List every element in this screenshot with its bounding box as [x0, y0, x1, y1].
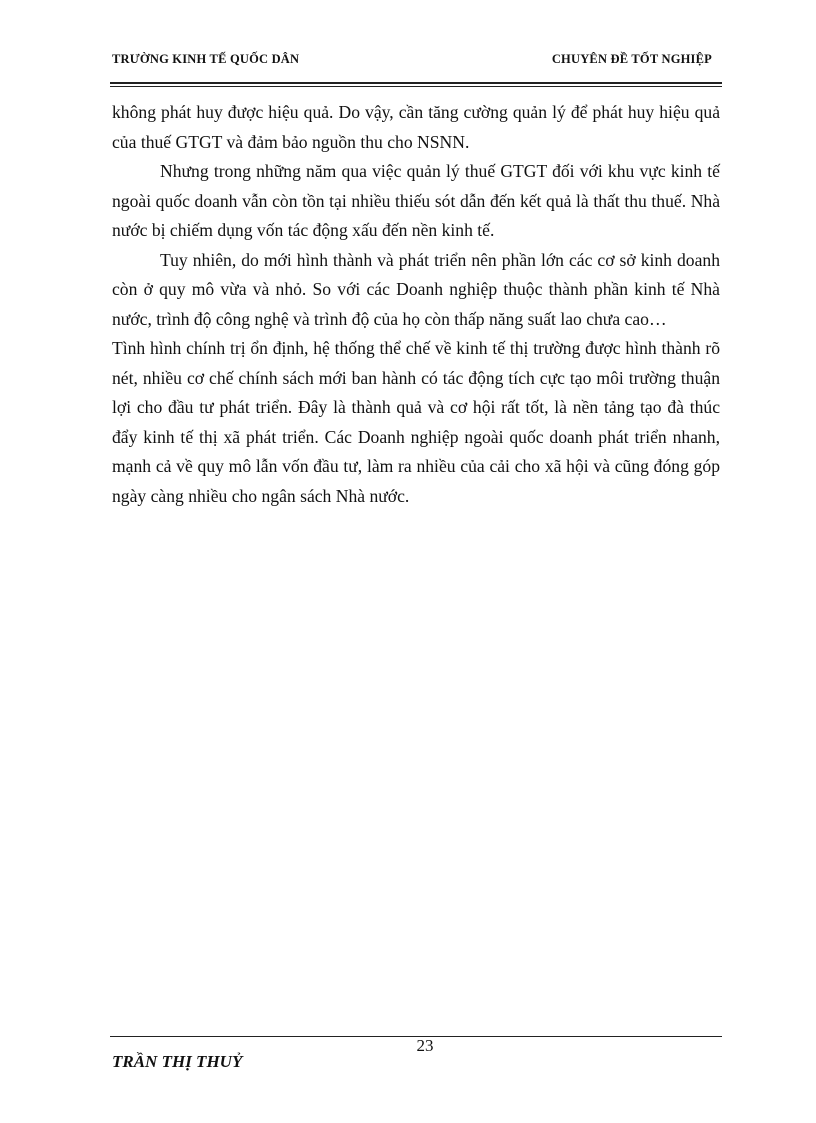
- paragraph-continuation: không phát huy được hiệu quả. Do vậy, cần tăng cường quản lý để phát huy hiệu quả của thuế GTGT và đảm bảo nguồn thu cho NSNN.: [112, 102, 720, 152]
- header-rule-thin: [110, 86, 722, 87]
- header-document-type: CHUYÊN ĐỀ TỐT NGHIỆP: [551, 52, 712, 66]
- paragraph-scale: Tuy nhiên, do mới hình thành và phát triển nên phần lớn các cơ sở kinh doanh còn ở quy mô vừa và nhỏ. So với các Doanh nghiệp thuộc thành phần kinh tế Nhà nước, trình độ công nghệ và trình độ của họ còn thấp năng suất lao chưa cao…: [112, 249, 720, 329]
- page-number: 23: [416, 1036, 434, 1055]
- footer-author: TRẦN THỊ THUỶ: [112, 1052, 243, 1071]
- paragraph-political-situation: Tình hình chính trị ổn định, hệ thống thể chế về kinh tế thị trường được hình thành rõ nét, nhiều cơ chế chính sách mới ban hành có tác động tích cực tạo môi trường thuận lợi cho đầu tư phát triển. Đây là thành quả và cơ hội rất tốt, là nền tảng tạo đà thúc đẩy kinh tế thị xã phát triển. Các Doanh nghiệp ngoài quốc doanh phát triển nhanh, mạnh cả về quy mô lẫn vốn đầu tư, làm ra nhiều của cải cho xã hội và cũng đóng góp ngày càng nhiều cho ngân sách Nhà nước.: [112, 338, 720, 506]
- paragraph-tax-management: Nhưng trong những năm qua việc quản lý thuế GTGT đối với khu vực kinh tế ngoài quốc doanh vẫn còn tồn tại nhiều thiếu sót dẫn đến kết quả là thất thu thuế. Nhà nước bị chiếm dụng vốn tác động xấu đến nền kinh tế.: [112, 161, 720, 240]
- header-rule-thick: [110, 82, 722, 84]
- body-text: [112, 98, 720, 511]
- page-header: [112, 52, 722, 70]
- header-school-name: TRƯỜNG KINH TẾ QUỐC DÂN: [112, 52, 300, 66]
